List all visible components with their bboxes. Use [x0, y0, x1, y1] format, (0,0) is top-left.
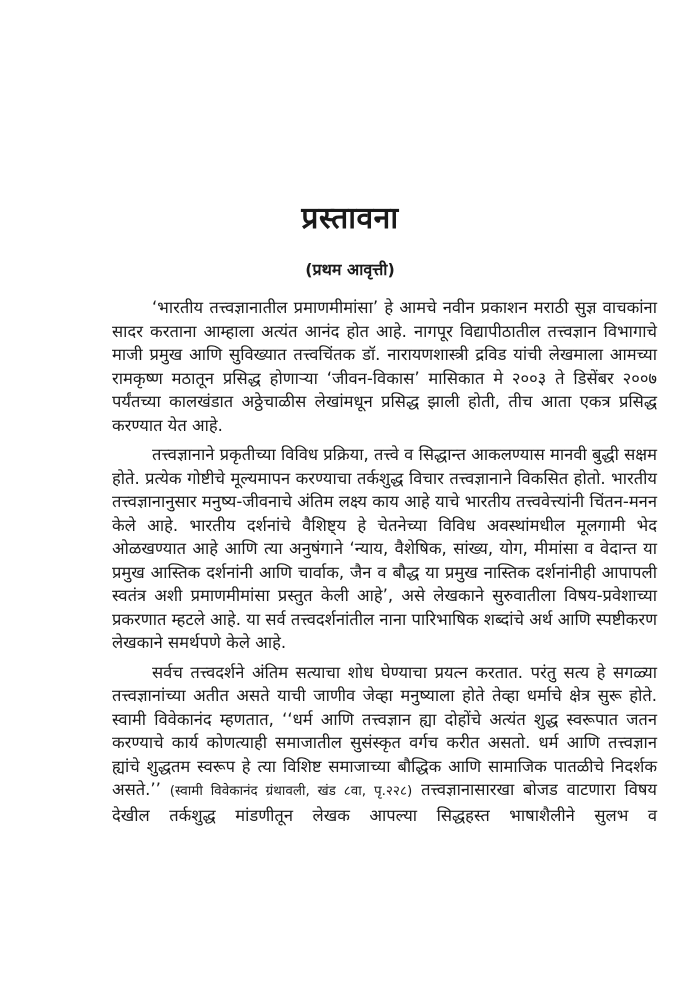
paragraph-3 [112, 661, 657, 828]
paragraph-2: तत्त्वज्ञानाने प्रकृतीच्या विविध प्रक्रिया, तत्त्वे व सिद्धान्त आकलण्यास मानवी बुद्धी सक्षम होते. प्रत्येक गोष्टीचे मूल्यमापन करण्याचा तर्कशुद्ध विचार तत्त्वज्ञानाने विकसित होतो. भारतीय तत्त्वज्ञानानुसार मनुष्य-जीवनाचे अंतिम लक्ष्य काय आहे याचे भारतीय तत्त्ववेत्त्यांनी चिंतन-मनन केले आहे. भारतीय दर्शनांचे वैशिष्ट्य हे चेतनेच्या विविध अवस्थांमधील मूलगामी भेद ओळखण्यात आहे आणि त्या अनुषंगाने ‘न्याय, वैशेषिक, सांख्य, योग, मीमांसा व वेदान्त या प्रमुख आस्तिक दर्शनांनी आणि चार्वाक, जैन व बौद्ध या प्रमुख नास्तिक दर्शनांनीही आपापली स्वतंत्र अशी प्रमाणमीमांसा प्रस्तुत केली आहे’, असे लेखकाने सुरुवातीला विषय-प्रवेशाच्या प्रकरणात म्हटले आहे. या सर्व तत्त्वदर्शनांतील नाना पारिभाषिक शब्दांचे अर्थ आणि स्पष्टीकरण लेखकाने समर्थपणे केले आहे. [112, 445, 658, 652]
edition-subtitle: (प्रथम आवृत्ती) [305, 260, 395, 279]
paragraph-3-continuation: तत्त्वज्ञानासारखा बोजड वाटणारा विषय देखील तर्कशुद्ध मांडणीतून लेखक आपल्या सिद्धहस्त भाषाशैलीने सुलभ व [112, 780, 658, 825]
paragraph-3-text: सर्वच तत्त्वदर्शने अंतिम सत्याचा शोध घेण्याचा प्रयत्न करतात. परंतु सत्य हे सगळ्या तत्त्वज्ञानांच्या अतीत असते याची जाणीव जेव्हा मनुष्याला होते तेव्हा धर्माचे क्षेत्र सुरू होते. स्वामी विवेकानंद म्हणतात, ‘‘धर्म आणि तत्त्वज्ञान ह्या दोहोंचे अत्यंत शुद्ध स्वरूपात जतन करण्याचे कार्य कोणत्याही समाजातील सुसंस्कृत वर्गच करीत असतो. धर्म आणि तत्त्वज्ञान ह्यांचे शुद्धतम स्वरूप हे त्या विशिष्ट समाजाच्या बौद्धिक आणि सामाजिक पातळीचे निदर्शक असते.’’ [112, 662, 657, 799]
citation: (स्वामी विवेकानंद ग्रंथावली, खंड ८वा, पृ.२२८) [169, 783, 413, 799]
preface-body [112, 296, 657, 833]
paragraph-1: ‘भारतीय तत्त्वज्ञानातील प्रमाणमीमांसा’ हे आमचे नवीन प्रकाशन मराठी सुज्ञ वाचकांना सादर करताना आम्हाला अत्यंत आनंद होत आहे. नागपूर विद्यापीठातील तत्त्वज्ञान विभागाचे माजी प्रमुख आणि सुविख्यात तत्त्वचिंतक डॉ. नारायणशास्त्री द्रविड यांची लेखमाला आमच्या रामकृष्ण मठातून प्रसिद्ध होणाऱ्या ‘जीवन-विकास’ मासिकात मे २००३ ते डिसेंबर २००७ पर्यंतच्या कालखंडात अठ्ठेचाळीस लेखांमधून प्रसिद्ध झाली होती, तीच आता एकत्र प्रसिद्ध करण्यात येत आहे. [112, 298, 657, 435]
page-title: प्रस्तावना [301, 201, 399, 236]
